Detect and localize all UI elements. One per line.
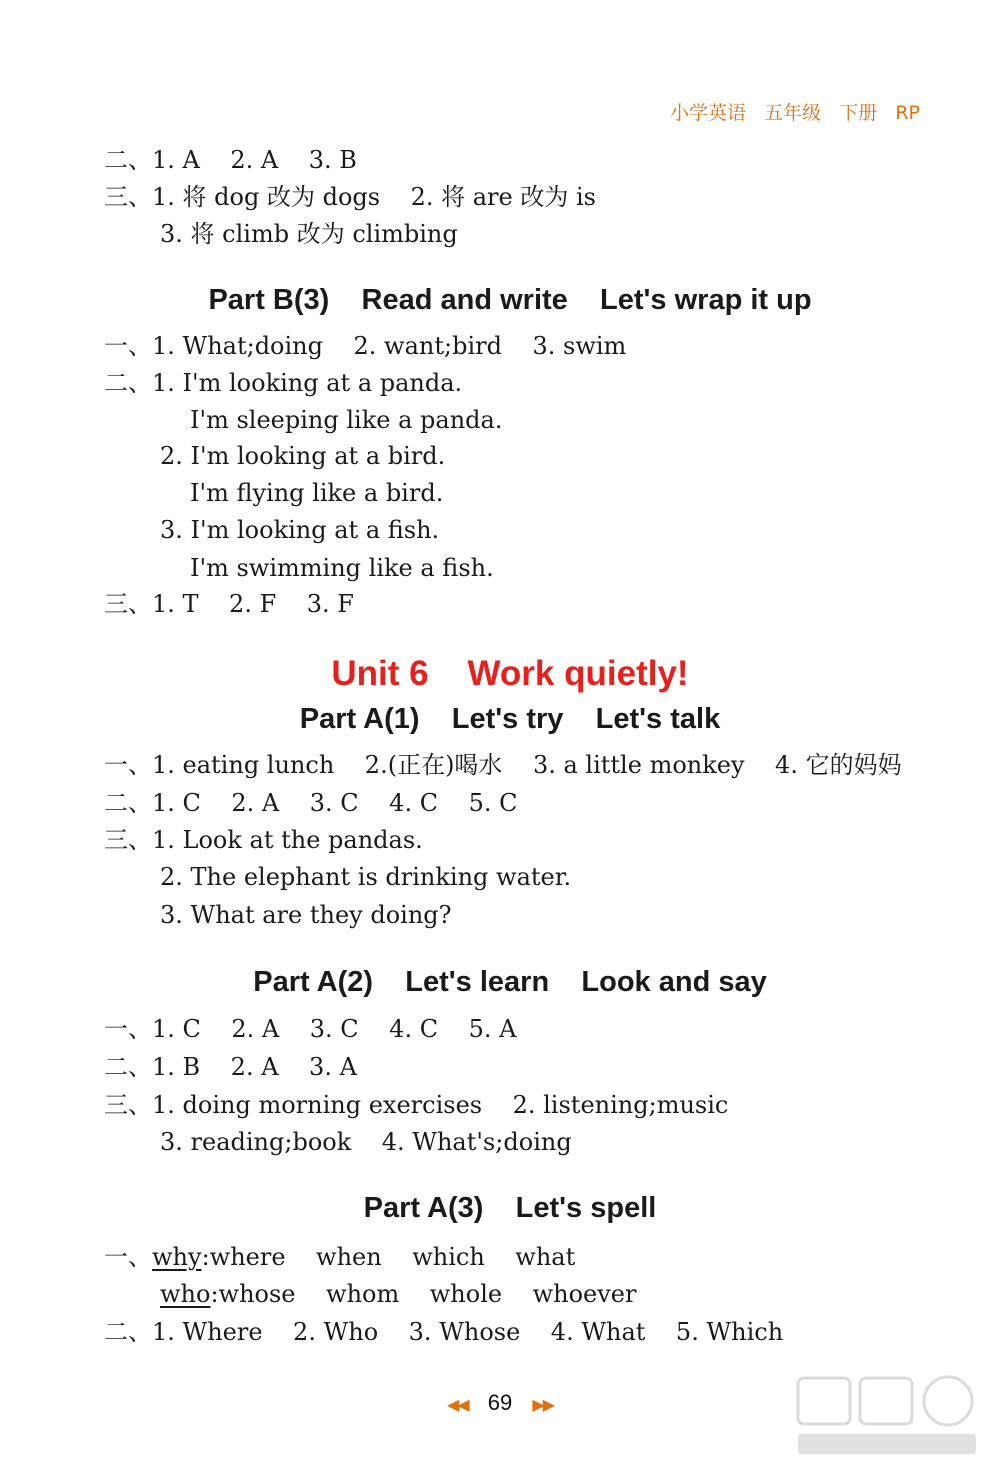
- answer-line: [160, 1279, 636, 1309]
- answer-line: 三、1. Look at the pandas.: [104, 826, 423, 854]
- answer-line: 3. What are they doing?: [160, 901, 452, 929]
- section-title: Part A(1) Let's try Let's talk: [299, 703, 721, 735]
- answer-line: 二、1. I'm looking at a panda.: [104, 369, 463, 397]
- word-list: :whose whom whole whoever: [210, 1280, 637, 1308]
- answer-line: 3. 将 climb 改为 climbing: [160, 220, 458, 248]
- section-title: Part A(3) Let's spell: [363, 1192, 657, 1224]
- answer-line: 三、1. doing morning exercises 2. listening;music: [104, 1091, 729, 1119]
- question-prefix: 一、: [104, 1243, 152, 1271]
- answer-line: 二、1. Where 2. Who 3. Whose 4. What 5. Which: [104, 1318, 784, 1346]
- answer-line: 一、1. What;doing 2. want;bird 3. swim: [104, 332, 627, 360]
- answer-line: 三、1. 将 dog 改为 dogs 2. 将 are 改为 is: [104, 183, 596, 211]
- right-arrows-icon: ▶▶: [532, 1397, 553, 1414]
- answer-line: 一、1. eating lunch 2.(正在)喝水 3. a little monkey 4. 它的妈妈: [104, 751, 902, 779]
- unit-title: Unit 6 Work quietly!: [331, 654, 689, 693]
- answer-line: 二、1. B 2. A 3. A: [104, 1053, 357, 1081]
- page-number: 69: [487, 1390, 513, 1415]
- answer-line: 2. I'm looking at a bird.: [160, 442, 446, 470]
- underlined-word: why: [152, 1243, 202, 1271]
- answer-line: I'm sleeping like a panda.: [190, 406, 503, 434]
- left-arrows-icon: ◀◀: [447, 1397, 468, 1414]
- answer-line: 2. The elephant is drinking water.: [160, 863, 572, 891]
- answer-line: 3. I'm looking at a fish.: [160, 516, 440, 544]
- answer-line: [104, 1242, 575, 1272]
- section-title: Part B(3) Read and write Let's wrap it up: [208, 284, 812, 316]
- answer-line: 二、1. C 2. A 3. C 4. C 5. C: [104, 789, 518, 817]
- page-header: 小学英语 五年级 下册 RP: [669, 102, 920, 124]
- word-list: :where when which what: [201, 1243, 576, 1271]
- answer-line: I'm flying like a bird.: [190, 479, 444, 507]
- answer-line: 3. reading;book 4. What's;doing: [160, 1128, 572, 1156]
- answer-line: 一、1. C 2. A 3. C 4. C 5. A: [104, 1015, 517, 1043]
- watermark-logo-icon: [792, 1372, 982, 1462]
- answer-line: I'm swimming like a fish.: [190, 554, 494, 582]
- answer-line: 三、1. T 2. F 3. F: [104, 590, 354, 618]
- section-title: Part A(2) Let's learn Look and say: [253, 966, 767, 998]
- answer-line: 二、1. A 2. A 3. B: [104, 146, 357, 174]
- underlined-word: who: [160, 1280, 211, 1308]
